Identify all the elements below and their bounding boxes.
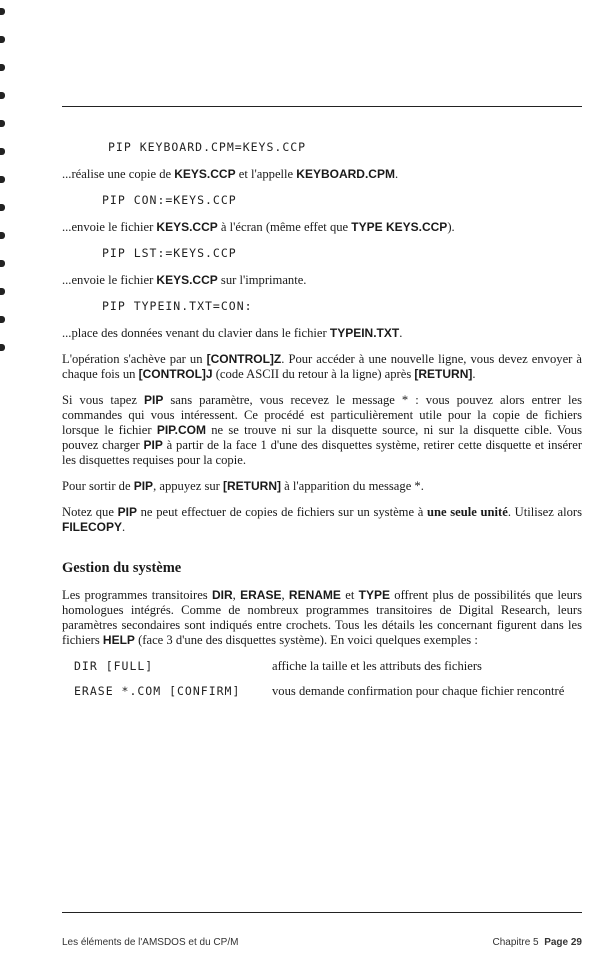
code-example: PIP CON:=KEYS.CCP (102, 193, 237, 207)
binding-holes (0, 0, 8, 400)
binding-hole (0, 288, 5, 295)
binding-hole (0, 8, 5, 15)
binding-hole (0, 120, 5, 127)
code-example: PIP LST:=KEYS.CCP (102, 246, 237, 260)
binding-hole (0, 36, 5, 43)
example-row (62, 684, 582, 699)
example-command: ERASE *.COM [CONFIRM] (74, 684, 241, 698)
footer-page-number: Page 29 (544, 937, 582, 948)
main-content (62, 140, 582, 709)
binding-hole (0, 92, 5, 99)
bottom-rule (62, 912, 582, 913)
section-heading: Gestion du système (62, 560, 182, 576)
top-rule (62, 106, 582, 107)
binding-hole (0, 260, 5, 267)
binding-hole (0, 176, 5, 183)
paragraph: ...place des données venant du clavier dans le fichier TYPEIN.TXT. (62, 326, 403, 340)
footer-chapter: Chapitre 5 (492, 937, 539, 948)
code-example: PIP TYPEIN.TXT=CON: (102, 299, 253, 313)
paragraph: Pour sortir de PIP, appuyez sur [RETURN] à l'apparition du message *. (62, 479, 424, 493)
paragraph: Les programmes transitoires DIR, ERASE, RENAME et TYPE offrent plus de possibilités que leurs homologues intégrés. Comme de nombreux programmes transitoires de Digital Research, leurs paramètres secondaires sont indiqués entre crochets. Tous les détails les concernant figurent dans les fichiers HELP (face 3 d'une des disquettes système). En voici quelques exemples : (62, 588, 583, 647)
code-example: PIP KEYBOARD.CPM=KEYS.CCP (108, 140, 307, 154)
footer-title: Les éléments de l'AMSDOS et du CP/M (62, 937, 239, 948)
paragraph: ...envoie le fichier KEYS.CCP à l'écran (même effet que TYPE KEYS.CCP). (62, 220, 455, 234)
paragraph: ...envoie le fichier KEYS.CCP sur l'imprimante. (62, 273, 307, 287)
binding-hole (0, 64, 5, 71)
binding-hole (0, 204, 5, 211)
paragraph: L'opération s'achève par un [CONTROL]Z. Pour accéder à une nouvelle ligne, vous devez envoyer à chaque fois un [CONTROL]J (code ASCII du retour à la ligne) après [RETURN]. (62, 352, 583, 381)
example-description: vous demande confirmation pour chaque fichier rencontré (272, 684, 565, 698)
example-command: DIR [FULL] (74, 659, 154, 673)
binding-hole (0, 148, 5, 155)
paragraph: ...réalise une copie de KEYS.CCP et l'appelle KEYBOARD.CPM. (62, 167, 399, 181)
binding-hole (0, 232, 5, 239)
paragraph: Si vous tapez PIP sans paramètre, vous recevez le message * : vous pouvez alors entrer les commandes qui vous intéressent. Ce procédé est particulièrement utile pour la copie de fichiers lorsque le fichier PIP.COM ne se trouve ni sur la disquette source, ni sur la disquette cible. Vous pouvez charger PIP à partir de la face 1 d'une des disquettes système, retirer cette disquette et insérer les disquettes requises pour la copie. (62, 393, 583, 467)
binding-hole (0, 316, 5, 323)
binding-hole (0, 344, 5, 351)
example-row (62, 659, 582, 674)
paragraph: Notez que PIP ne peut effectuer de copies de fichiers sur un système à une seule unité. Utilisez alors FILECOPY. (62, 505, 582, 534)
footer-page-info (492, 937, 582, 948)
example-description: affiche la taille et les attributs des fichiers (272, 659, 482, 673)
